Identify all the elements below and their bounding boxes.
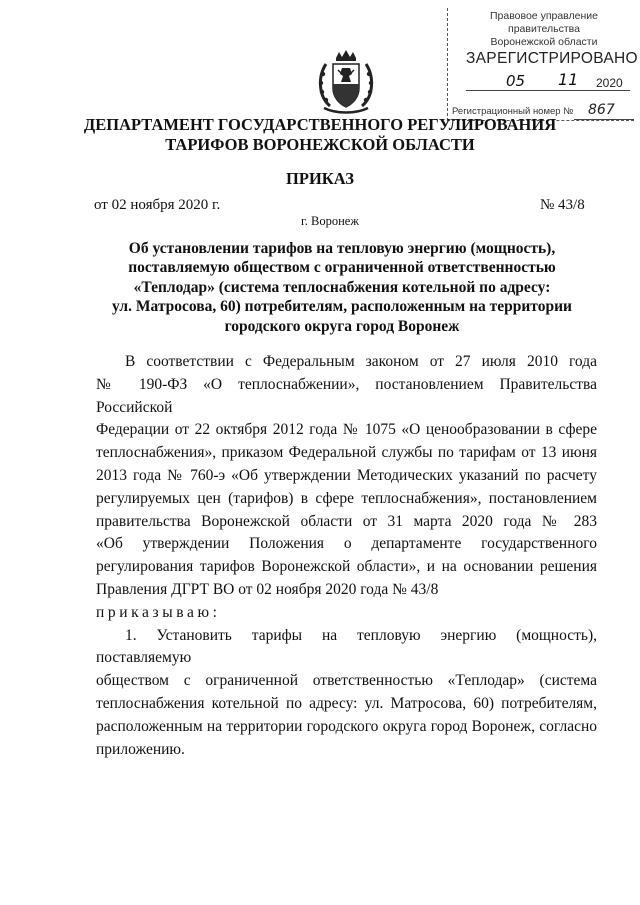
stamp-reg-number-line (574, 119, 634, 120)
text-line: теплоснабжения», приказом Федеральной службы по тарифам от 13 июня (96, 444, 597, 462)
stamp-date-line (466, 90, 630, 91)
subject-line: «Теплодар» (система теплоснабжения котельной по адресу: (133, 278, 551, 296)
department-line1: ДЕПАРТАМЕНТ ГОСУДАРСТВЕННОГО РЕГУЛИРОВАНИЯ (83, 115, 557, 134)
order-number: № 43/8 (540, 197, 585, 213)
text-line: расположенным на территории городского округа город Воронеж, согласно (96, 717, 597, 735)
order-body (96, 351, 597, 761)
order-subject (96, 239, 588, 336)
order-date: от 02 ноября 2020 г. (94, 197, 221, 213)
text-line: В соответствии с Федеральным законом от 27 июля 2010 года (125, 353, 597, 370)
order-city: г. Воронеж (301, 214, 359, 228)
text-line: 1. Установить тарифы на тепловую энергию (мощность), поставляемую (96, 626, 597, 667)
stamp-org-line1: Правовое управление правительства (489, 10, 598, 35)
stamp-organization (456, 10, 632, 49)
stamp-date-month: 11 (558, 70, 579, 89)
coat-of-arms-icon (316, 50, 376, 116)
text-line: регулируемых цен (тарифов) в сфере теплоснабжения», постановлением (96, 489, 597, 507)
department-line2: ТАРИФОВ ВОРОНЕЖСКОЙ ОБЛАСТИ (165, 135, 475, 154)
text-line: регулирования тарифов Воронежской области», и на основании решения (96, 558, 597, 576)
stamp-date-year: 2020 (596, 76, 623, 90)
order-item-1 (96, 625, 597, 762)
text-line: «Об утверждении Положения о департаменте государственного (96, 535, 597, 553)
stamp-reg-number: 867 (588, 102, 615, 118)
doc-type-title: ПРИКАЗ (286, 169, 354, 188)
stamp-date-day: 05 (506, 72, 526, 90)
text-line: 2013 года № 760-э «Об утверждении Методических указаний по расчету (96, 466, 597, 484)
stamp-org-line2: Воронежской области (490, 36, 598, 48)
stamp-reg-number-label: Регистрационный номер № (452, 106, 574, 117)
text-line: Федерации от 22 октября 2012 года № 1075 «О ценообразовании в сфере (96, 421, 597, 439)
text-line: приложению. (96, 740, 185, 758)
text-line: правительства Воронежской области от 31 марта 2020 года № 283 (96, 512, 597, 530)
subject-line: городского округа город Воронеж (224, 317, 460, 335)
department-name (60, 115, 580, 155)
subject-line: ул. Матросова, 60) потребителям, расположенным на территории (112, 298, 572, 316)
registration-stamp (447, 8, 638, 121)
preamble-paragraph (96, 351, 597, 602)
text-line: № 190-ФЗ «О теплоснабжении», постановлением Правительства Российской (96, 375, 597, 416)
subject-line: Об установлении тарифов на тепловую энергию (мощность), (128, 240, 556, 257)
text-line: теплоснабжения котельной по адресу: ул. Матросова, 60) потребителям, (96, 694, 597, 712)
stamp-registered: ЗАРЕГИСТРИРОВАНО (466, 50, 638, 67)
subject-line: поставляемую обществом с ограниченной ответственностью (128, 259, 556, 277)
order-word: приказываю: (96, 603, 221, 621)
text-line: обществом с ограниченной ответственностью «Теплодар» (система (96, 672, 597, 690)
text-line: Правления ДГРТ ВО от 02 ноября 2020 года № 43/8 (96, 580, 439, 598)
